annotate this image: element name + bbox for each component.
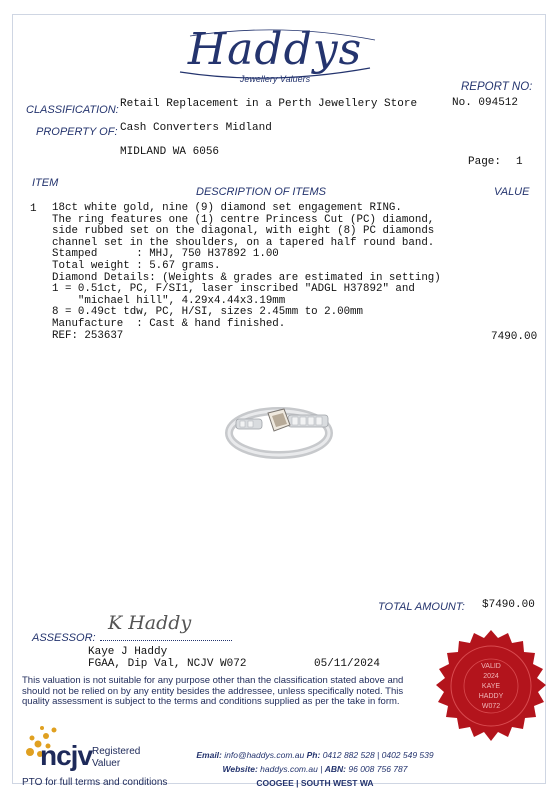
assessor-credentials: FGAA, Dip Val, NCJV W072 [88, 658, 247, 670]
assessor-name: Kaye J Haddy [88, 646, 168, 658]
seal-text-line: VALID [481, 663, 501, 670]
website-link[interactable]: haddys.com.au [260, 764, 318, 774]
description-line: 18ct white gold, nine (9) diamond set engagement RING. [52, 202, 402, 214]
phone-numbers: 0412 882 528 | 0402 549 539 [322, 750, 434, 760]
description-line: "michael hill", 4.29x4.44x3.19mm [52, 294, 286, 307]
description-line: Manufacture : Cast & hand finished. [52, 317, 286, 330]
report-number: No. 094512 [452, 97, 519, 109]
property-location: MIDLAND WA 6056 [120, 146, 220, 158]
seal-text-line: KAYE [481, 683, 501, 690]
brand-tagline: Jewellery Valuers [239, 74, 311, 84]
description-line: 1 = 0.51ct, PC, F/SI1, laser inscribed "ADGL H37892" and [52, 283, 415, 296]
locations: COOGEE | SOUTH WEST WA [256, 778, 374, 788]
assessor-signature: K Haddy [108, 612, 192, 634]
ncjv-logo-text: ncjv [40, 740, 93, 771]
report-no-label: REPORT NO: [461, 81, 533, 93]
assessor-label: ASSESSOR: [32, 632, 96, 644]
seal-text-line: 2024 [483, 673, 499, 680]
seal-text-line: W072 [481, 703, 501, 710]
brand-name: Haddys [187, 24, 363, 75]
disclaimer: This valuation is not suitable for any purpose other than the classification stated above and should not be relied on by any entity besides the addressee, unless specifically noted. This quality assessment is subject to the terms and conditions supplied as per the take in form. [22, 675, 404, 707]
email-link[interactable]: info@haddys.com.au [224, 750, 305, 760]
classification-value: Retail Replacement in a Perth Jewellery Store [120, 98, 418, 110]
item-description [52, 203, 492, 342]
pto-note: PTO for full terms and conditions [22, 777, 168, 788]
item-number: 1 [30, 203, 37, 215]
wax-seal-icon [432, 628, 550, 746]
total-amount-value: $7490.00 [482, 599, 535, 611]
total-amount-label: TOTAL AMOUNT: [378, 601, 465, 613]
classification-label: CLASSIFICATION: [26, 104, 119, 116]
page-label: Page: [468, 156, 502, 168]
contact-line-1: Email: info@haddys.com.au Ph: 0412 882 528 | 0402 549 539 [196, 750, 434, 760]
ncjv-valuer: Valuer [92, 758, 121, 769]
property-of-label: PROPERTY OF: [36, 126, 118, 138]
description-line: 8 = 0.49ct tdw, PC, H/SI, sizes 2.45mm to 2.00mm [52, 306, 364, 319]
description-line: Diamond Details: (Weights & grades are estimated in setting) [52, 271, 441, 284]
page-number: 1 [516, 156, 523, 168]
ncjv-registered: Registered [92, 746, 141, 757]
description-line: Total weight : 5.67 grams. [52, 259, 221, 272]
description-line: side rubbed set on the diagonal, with eight (8) PC diamonds [52, 225, 435, 238]
assessment-date: 05/11/2024 [314, 658, 381, 670]
item-value: 7490.00 [491, 331, 538, 343]
description-line: Stamped : MHJ, 750 H37892 1.00 [52, 248, 279, 261]
column-description: DESCRIPTION OF ITEMS [196, 186, 326, 198]
column-value: VALUE [494, 186, 530, 198]
signature-line [100, 640, 232, 641]
haddys-logo [160, 24, 390, 94]
ring-photo [222, 385, 337, 465]
seal-text-line: HADDY [478, 693, 504, 700]
property-owner: Cash Converters Midland [120, 122, 272, 134]
description-line: The ring features one (1) centre Princess Cut (PC) diamond, [52, 213, 435, 226]
contact-line-2: Website: haddys.com.au | ABN: 96 008 756 787 [222, 764, 408, 774]
description-line: channel set in the shoulders, on a tapered half round band. [52, 236, 435, 249]
description-line: REF: 253637 [52, 329, 124, 342]
abn-number: 96 008 756 787 [348, 764, 408, 774]
column-item: ITEM [32, 177, 59, 189]
